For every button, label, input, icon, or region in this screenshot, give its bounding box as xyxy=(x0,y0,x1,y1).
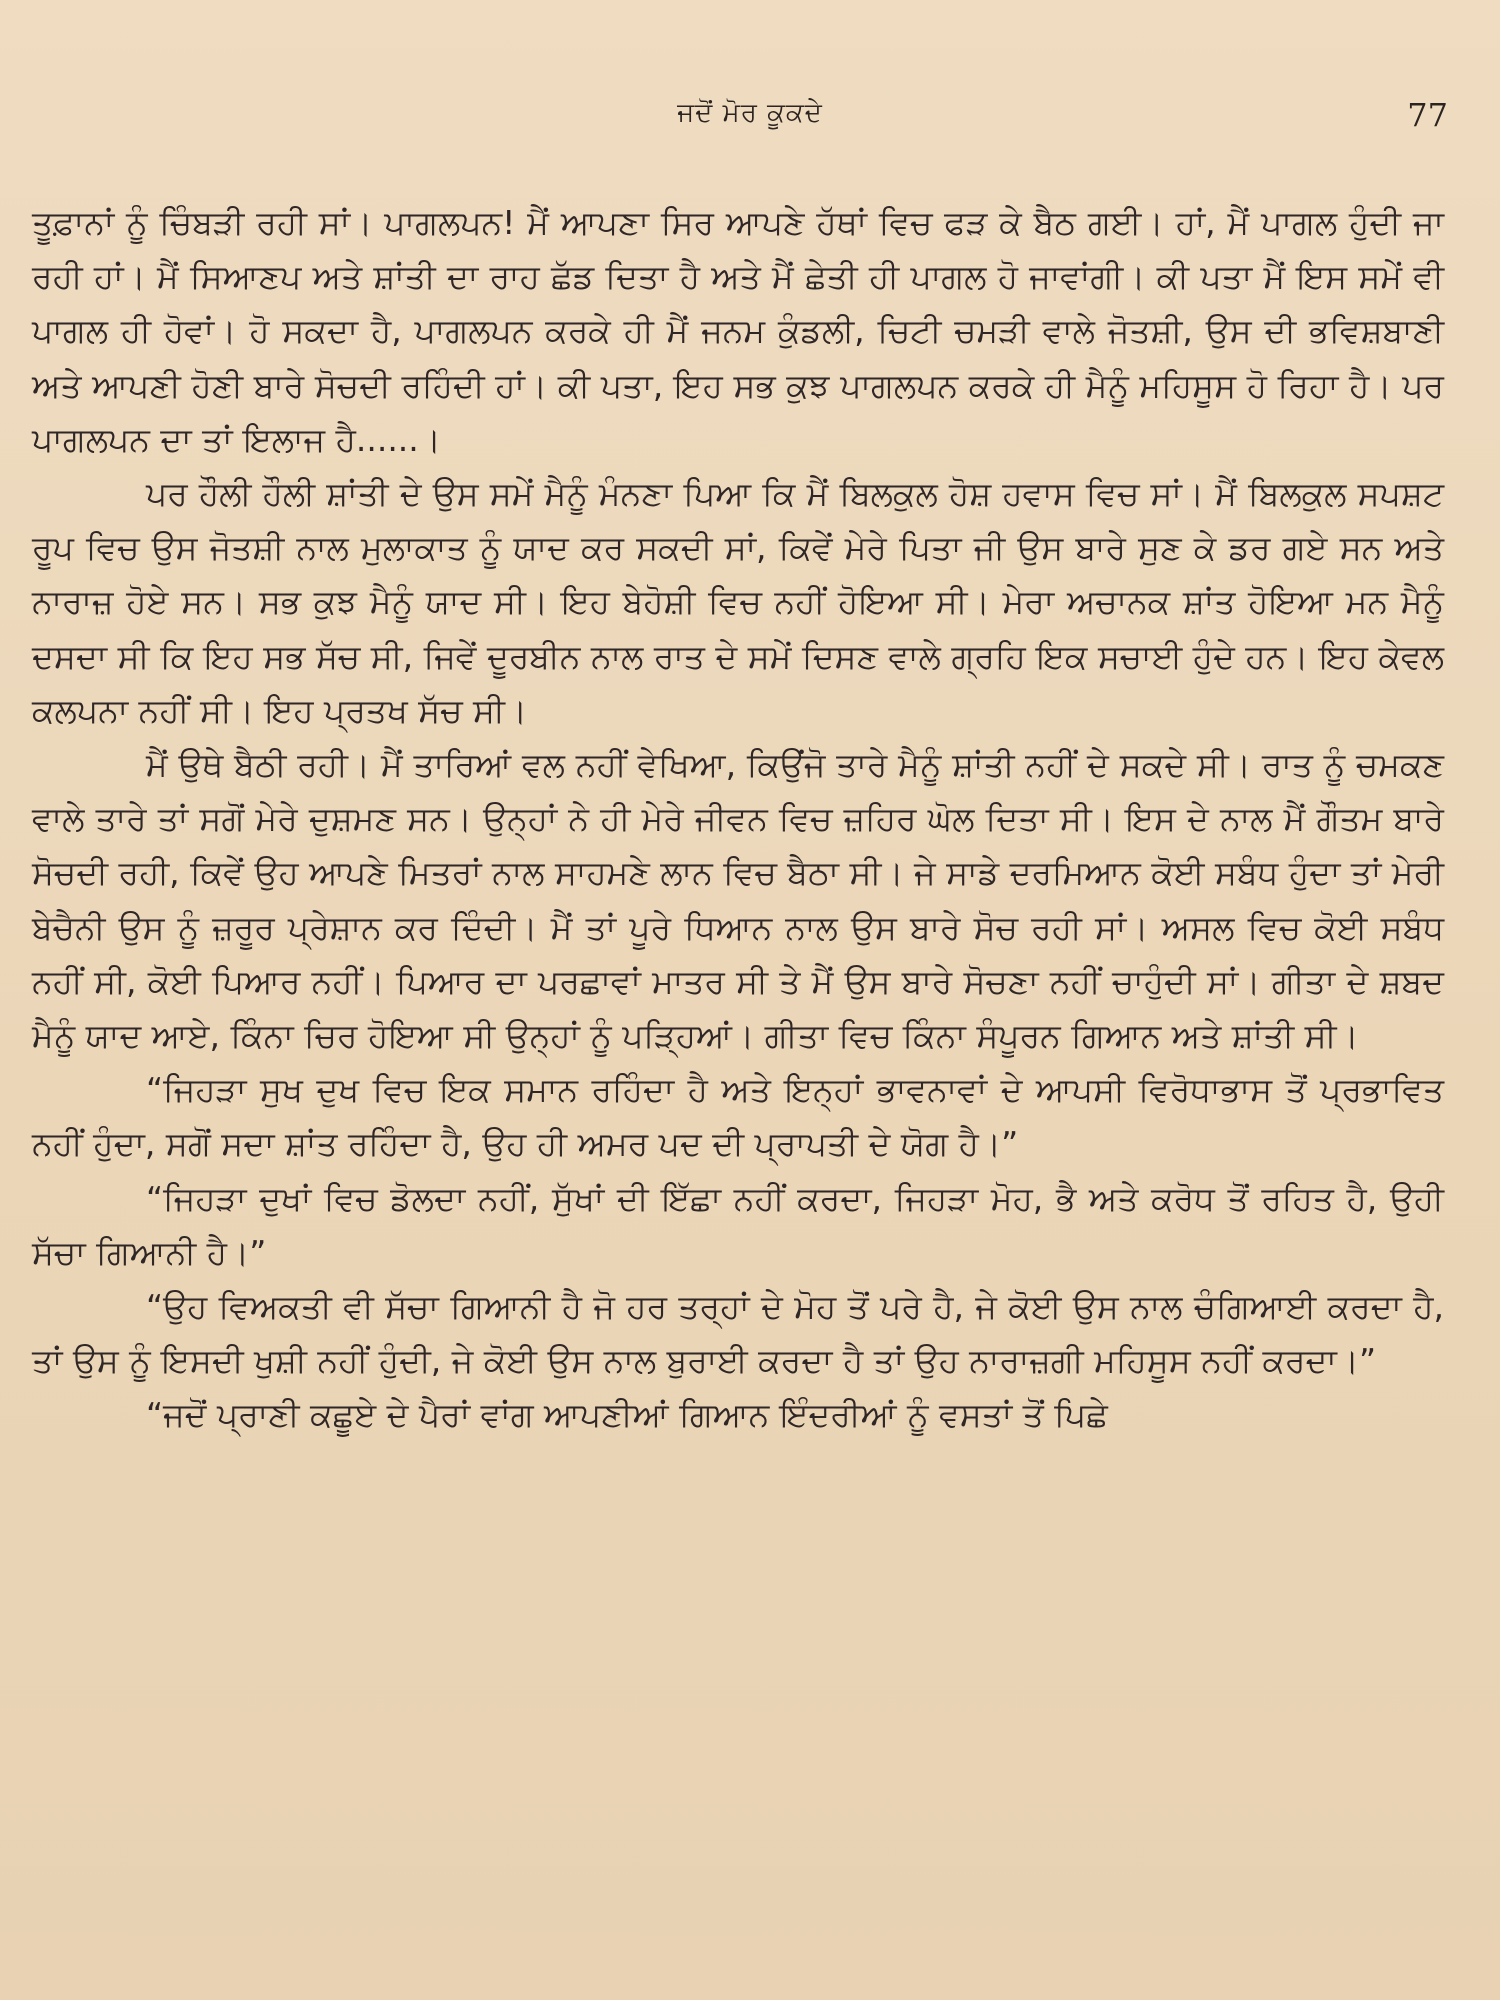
gita-quote-1: “ਜਿਹੜਾ ਸੁਖ ਦੁਖ ਵਿਚ ਇਕ ਸਮਾਨ ਰਹਿੰਦਾ ਹੈ ਅਤੇ ਇਨ੍ਹਾਂ ਭਾਵਨਾਵਾਂ ਦੇ ਆਪਸੀ ਵਿਰੋਧਾਭਾਸ ਤੋਂ ਪ੍ਰਭਾਵਿਤ ਨਹੀਂ ਹੁੰਦਾ, ਸਗੋਂ ਸਦਾ ਸ਼ਾਂਤ ਰਹਿੰਦਾ ਹੈ, ਉਹ ਹੀ ਅਮਰ ਪਦ ਦੀ ਪ੍ਰਾਪਤੀ ਦੇ ਯੋਗ ਹੈ।” xyxy=(32,1070,1444,1164)
gita-quote-4: “ਜਦੋਂ ਪ੍ਰਾਣੀ ਕਛੂਏ ਦੇ ਪੈਰਾਂ ਵਾਂਗ ਆਪਣੀਆਂ ਗਿਆਨ ਇੰਦਰੀਆਂ ਨੂੰ ਵਸਤਾਂ ਤੋਂ ਪਿਛੇ xyxy=(146,1395,1108,1435)
gita-quote-3: “ਉਹ ਵਿਅਕਤੀ ਵੀ ਸੱਚਾ ਗਿਆਨੀ ਹੈ ਜੋ ਹਰ ਤਰ੍ਹਾਂ ਦੇ ਮੋਹ ਤੋਂ ਪਰੇ ਹੈ, ਜੇ ਕੋਈ ਉਸ ਨਾਲ ਚੰਗਿਆਈ ਕਰਦਾ ਹੈ, ਤਾਂ ਉਸ ਨੂੰ ਇਸਦੀ ਖੁਸ਼ੀ ਨਹੀਂ ਹੁੰਦੀ, ਜੇ ਕੋਈ ਉਸ ਨਾਲ ਬੁਰਾਈ ਕਰਦਾ ਹੈ ਤਾਂ ਉਹ ਨਾਰਾਜ਼ਗੀ ਮਹਿਸੂਸ ਨਹੀਂ ਕਰਦਾ।” xyxy=(32,1287,1444,1381)
running-title: ਜਦੋਂ ਮੋਰ ਕੂਕਦੇ xyxy=(677,98,823,128)
body-text xyxy=(32,196,1444,1443)
paragraph-3: ਮੈਂ ਉਥੇ ਬੈਠੀ ਰਹੀ। ਮੈਂ ਤਾਰਿਆਂ ਵਲ ਨਹੀਂ ਵੇਖਿਆ, ਕਿਉਂਜੋ ਤਾਰੇ ਮੈਨੂੰ ਸ਼ਾਂਤੀ ਨਹੀਂ ਦੇ ਸਕਦੇ ਸੀ। ਰਾਤ ਨੂੰ ਚਮਕਣ ਵਾਲੇ ਤਾਰੇ ਤਾਂ ਸਗੋਂ ਮੇਰੇ ਦੁਸ਼ਮਣ ਸਨ। ਉਨ੍ਹਾਂ ਨੇ ਹੀ ਮੇਰੇ ਜੀਵਨ ਵਿਚ ਜ਼ਹਿਰ ਘੋਲ ਦਿਤਾ ਸੀ। ਇਸ ਦੇ ਨਾਲ ਮੈਂ ਗੌਤਮ ਬਾਰੇ ਸੋਚਦੀ ਰਹੀ, ਕਿਵੇਂ ਉਹ ਆਪਣੇ ਮਿਤਰਾਂ ਨਾਲ ਸਾਹਮਣੇ ਲਾਨ ਵਿਚ ਬੈਠਾ ਸੀ। ਜੇ ਸਾਡੇ ਦਰਮਿਆਨ ਕੋਈ ਸਬੰਧ ਹੁੰਦਾ ਤਾਂ ਮੇਰੀ ਬੇਚੈਨੀ ਉਸ ਨੂੰ ਜ਼ਰੂਰ ਪ੍ਰੇਸ਼ਾਨ ਕਰ ਦਿੰਦੀ। ਮੈਂ ਤਾਂ ਪੂਰੇ ਧਿਆਨ ਨਾਲ ਉਸ ਬਾਰੇ ਸੋਚ ਰਹੀ ਸਾਂ। ਅਸਲ ਵਿਚ ਕੋਈ ਸਬੰਧ ਨਹੀਂ ਸੀ, ਕੋਈ ਪਿਆਰ ਨਹੀਂ। ਪਿਆਰ ਦਾ ਪਰਛਾਵਾਂ ਮਾਤਰ ਸੀ ਤੇ ਮੈਂ ਉਸ ਬਾਰੇ ਸੋਚਣਾ ਨਹੀਂ ਚਾਹੁੰਦੀ ਸਾਂ। ਗੀਤਾ ਦੇ ਸ਼ਬਦ ਮੈਨੂੰ ਯਾਦ ਆਏ, ਕਿੰਨਾ ਚਿਰ ਹੋਇਆ ਸੀ ਉਨ੍ਹਾਂ ਨੂੰ ਪੜ੍ਹਿਆਂ। ਗੀਤਾ ਵਿਚ ਕਿੰਨਾ ਸੰਪੂਰਨ ਗਿਆਨ ਅਤੇ ਸ਼ਾਂਤੀ ਸੀ। xyxy=(32,745,1444,1056)
page-header xyxy=(0,96,1500,136)
paragraph-2: ਪਰ ਹੌਲੀ ਹੌਲੀ ਸ਼ਾਂਤੀ ਦੇ ਉਸ ਸਮੇਂ ਮੈਨੂੰ ਮੰਨਣਾ ਪਿਆ ਕਿ ਮੈਂ ਬਿਲਕੁਲ ਹੋਸ਼ ਹਵਾਸ ਵਿਚ ਸਾਂ। ਮੈਂ ਬਿਲਕੁਲ ਸਪਸ਼ਟ ਰੂਪ ਵਿਚ ਉਸ ਜੋਤਸ਼ੀ ਨਾਲ ਮੁਲਾਕਾਤ ਨੂੰ ਯਾਦ ਕਰ ਸਕਦੀ ਸਾਂ, ਕਿਵੇਂ ਮੇਰੇ ਪਿਤਾ ਜੀ ਉਸ ਬਾਰੇ ਸੁਣ ਕੇ ਡਰ ਗਏ ਸਨ ਅਤੇ ਨਾਰਾਜ਼ ਹੋਏ ਸਨ। ਸਭ ਕੁਝ ਮੈਨੂੰ ਯਾਦ ਸੀ। ਇਹ ਬੇਹੋਸ਼ੀ ਵਿਚ ਨਹੀਂ ਹੋਇਆ ਸੀ। ਮੇਰਾ ਅਚਾਨਕ ਸ਼ਾਂਤ ਹੋਇਆ ਮਨ ਮੈਨੂੰ ਦਸਦਾ ਸੀ ਕਿ ਇਹ ਸਭ ਸੱਚ ਸੀ, ਜਿਵੇਂ ਦੂਰਬੀਨ ਨਾਲ ਰਾਤ ਦੇ ਸਮੇਂ ਦਿਸਣ ਵਾਲੇ ਗ੍ਰਹਿ ਇਕ ਸਚਾਈ ਹੁੰਦੇ ਹਨ। ਇਹ ਕੇਵਲ ਕਲਪਨਾ ਨਹੀਂ ਸੀ। ਇਹ ਪ੍ਰਤਖ ਸੱਚ ਸੀ। xyxy=(32,474,1444,730)
page-number: 77 xyxy=(1407,96,1448,134)
paragraph-1: ਤੂਫ਼ਾਨਾਂ ਨੂੰ ਚਿੰਬੜੀ ਰਹੀ ਸਾਂ। ਪਾਗਲਪਨ! ਮੈਂ ਆਪਣਾ ਸਿਰ ਆਪਣੇ ਹੱਥਾਂ ਵਿਚ ਫੜ ਕੇ ਬੈਠ ਗਈ। ਹਾਂ, ਮੈਂ ਪਾਗਲ ਹੁੰਦੀ ਜਾ ਰਹੀ ਹਾਂ। ਮੈਂ ਸਿਆਣਪ ਅਤੇ ਸ਼ਾਂਤੀ ਦਾ ਰਾਹ ਛੱਡ ਦਿਤਾ ਹੈ ਅਤੇ ਮੈਂ ਛੇਤੀ ਹੀ ਪਾਗਲ ਹੋ ਜਾਵਾਂਗੀ। ਕੀ ਪਤਾ ਮੈਂ ਇਸ ਸਮੇਂ ਵੀ ਪਾਗਲ ਹੀ ਹੋਵਾਂ। ਹੋ ਸਕਦਾ ਹੈ, ਪਾਗਲਪਨ ਕਰਕੇ ਹੀ ਮੈਂ ਜਨਮ ਕੁੰਡਲੀ, ਚਿਟੀ ਚਮੜੀ ਵਾਲੇ ਜੋਤਸ਼ੀ, ਉਸ ਦੀ ਭਵਿਸ਼ਬਾਣੀ ਅਤੇ ਆਪਣੀ ਹੋਣੀ ਬਾਰੇ ਸੋਚਦੀ ਰਹਿੰਦੀ ਹਾਂ। ਕੀ ਪਤਾ, ਇਹ ਸਭ ਕੁਝ ਪਾਗਲਪਨ ਕਰਕੇ ਹੀ ਮੈਨੂੰ ਮਹਿਸੂਸ ਹੋ ਰਿਹਾ ਹੈ। ਪਰ ਪਾਗਲਪਨ ਦਾ ਤਾਂ ਇਲਾਜ ਹੈ......। xyxy=(32,203,1444,459)
gita-quote-2: “ਜਿਹੜਾ ਦੁਖਾਂ ਵਿਚ ਡੋਲਦਾ ਨਹੀਂ, ਸੁੱਖਾਂ ਦੀ ਇੱਛਾ ਨਹੀਂ ਕਰਦਾ, ਜਿਹੜਾ ਮੋਹ, ਭੈ ਅਤੇ ਕਰੋਧ ਤੋਂ ਰਹਿਤ ਹੈ, ਉਹੀ ਸੱਚਾ ਗਿਆਨੀ ਹੈ।” xyxy=(32,1178,1444,1272)
